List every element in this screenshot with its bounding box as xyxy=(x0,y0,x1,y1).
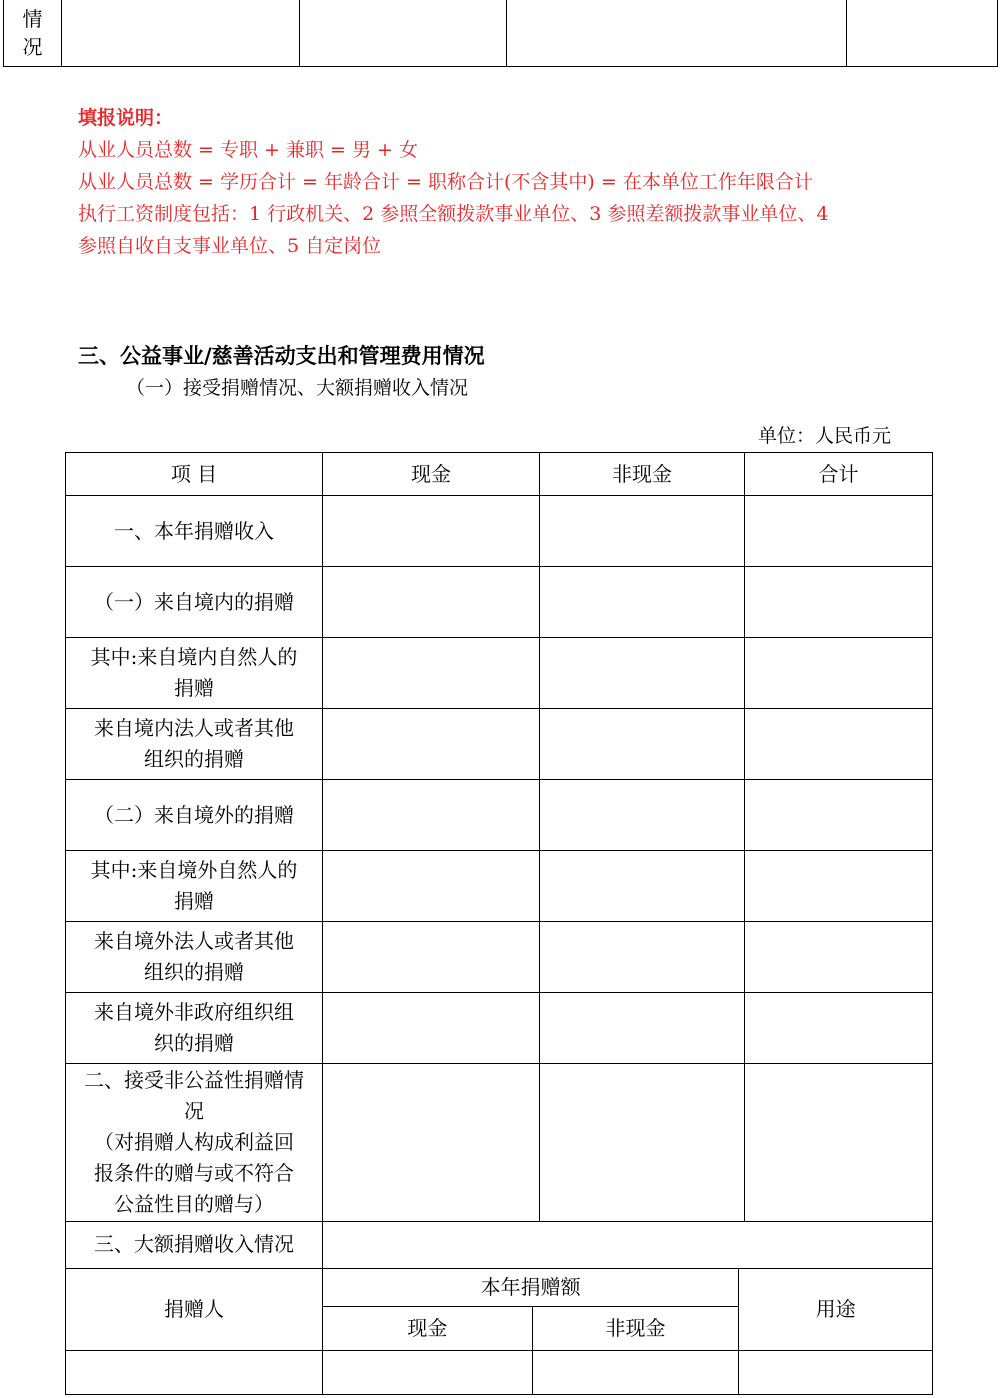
row-label-line: 其中:来自境内自然人的 xyxy=(90,645,298,669)
instructions-line-1: 从业人员总数 = 专职 + 兼职 = 男 + 女 xyxy=(78,139,418,161)
instructions-line-3: 执行工资制度包括：1 行政机关、2 参照全额拨款事业单位、3 参照差额拨款事业单位、4 xyxy=(78,203,829,225)
row-label-line: 组织的捐赠 xyxy=(144,747,244,771)
cash-cell[interactable] xyxy=(323,922,540,993)
row-label-line: 况 xyxy=(184,1099,204,1123)
amount-header: 本年捐赠额 xyxy=(323,1268,739,1306)
noncash-cell[interactable] xyxy=(540,567,745,638)
noncash-cell[interactable] xyxy=(540,638,745,709)
table-row xyxy=(66,780,933,851)
row-label-line: 二、接受非公益性捐赠情 xyxy=(84,1068,304,1092)
filling-instructions xyxy=(78,102,828,262)
large-donation-header-row xyxy=(66,1268,933,1306)
row-label xyxy=(66,993,323,1064)
row-label xyxy=(66,780,323,851)
noncash-cell[interactable] xyxy=(532,1350,739,1394)
purpose-cell[interactable] xyxy=(739,1350,933,1394)
row-label-line: 公益性目的赠与） xyxy=(114,1192,274,1216)
situation-char-1: 情 xyxy=(22,7,43,31)
row-label-line: 一、本年捐赠收入 xyxy=(114,518,274,543)
unit-label: 单位：人民币元 xyxy=(758,425,892,447)
total-cell[interactable] xyxy=(745,993,933,1064)
header-noncash: 非现金 xyxy=(540,453,745,496)
noncash-cell[interactable] xyxy=(540,496,745,567)
row-label-line: 捐赠 xyxy=(174,889,214,913)
row-label-line: 来自境外非政府组织组 xyxy=(94,1000,294,1024)
total-cell[interactable] xyxy=(745,638,933,709)
row-label xyxy=(66,1064,323,1222)
cash-cell[interactable] xyxy=(323,496,540,567)
row-label-line: 织的捐赠 xyxy=(154,1031,234,1055)
table-row xyxy=(66,638,933,709)
situation-value-cell-3[interactable] xyxy=(507,0,847,67)
situation-value-cell-1[interactable] xyxy=(62,0,300,67)
large-donation-value-cell[interactable] xyxy=(323,1222,933,1268)
table-row xyxy=(66,1350,933,1394)
purpose-header: 用途 xyxy=(739,1268,933,1350)
row-label-line: 来自境外法人或者其他 xyxy=(94,929,294,953)
table-row xyxy=(66,567,933,638)
noncash-cell[interactable] xyxy=(540,851,745,922)
noncash-subheader: 非现金 xyxy=(532,1306,739,1350)
total-cell[interactable] xyxy=(745,496,933,567)
donor-header: 捐赠人 xyxy=(66,1268,323,1350)
row-label-line: （对捐赠人构成利益回 xyxy=(94,1130,294,1154)
table-row xyxy=(66,709,933,780)
row-label xyxy=(66,851,323,922)
noncash-cell[interactable] xyxy=(540,1064,745,1222)
total-cell[interactable] xyxy=(745,567,933,638)
total-cell[interactable] xyxy=(745,1064,933,1222)
section-subtitle: （一）接受捐赠情况、大额捐赠收入情况 xyxy=(126,377,469,399)
cash-subheader: 现金 xyxy=(323,1306,533,1350)
situation-label-cell xyxy=(4,0,62,67)
noncash-cell[interactable] xyxy=(540,780,745,851)
table-row xyxy=(66,993,933,1064)
table-row xyxy=(66,496,933,567)
row-label xyxy=(66,922,323,993)
table-row xyxy=(66,851,933,922)
row-label-line: 组织的捐赠 xyxy=(144,960,244,984)
header-cash: 现金 xyxy=(323,453,540,496)
noncash-cell[interactable] xyxy=(540,922,745,993)
table-header-row xyxy=(66,453,933,496)
noncash-cell[interactable] xyxy=(540,993,745,1064)
row-label-line: 报条件的赠与或不符合 xyxy=(94,1161,294,1185)
row-label-line: （二）来自境外的捐赠 xyxy=(94,802,294,827)
header-item: 项 目 xyxy=(66,453,323,496)
row-label-line: 其中:来自境外自然人的 xyxy=(90,858,298,882)
large-donation-label: 三、大额捐赠收入情况 xyxy=(66,1222,323,1268)
row-label-line: 捐赠 xyxy=(174,676,214,700)
cash-cell[interactable] xyxy=(323,709,540,780)
row-label xyxy=(66,709,323,780)
row-label-line: 来自境内法人或者其他 xyxy=(94,716,294,740)
situation-value-cell-2[interactable] xyxy=(300,0,507,67)
total-cell[interactable] xyxy=(745,922,933,993)
large-donation-label-row xyxy=(66,1222,933,1268)
cash-cell[interactable] xyxy=(323,851,540,922)
cash-cell[interactable] xyxy=(323,1064,540,1222)
instructions-line-2: 从业人员总数 = 学历合计 = 年龄合计 = 职称合计(不含其中) = 在本单位工作年限合计 xyxy=(78,171,813,193)
row-label-line: （一）来自境内的捐赠 xyxy=(94,589,294,614)
table-row xyxy=(66,1064,933,1222)
cash-cell[interactable] xyxy=(323,638,540,709)
large-donation-table xyxy=(65,1222,933,1395)
section-title: 三、公益事业/慈善活动支出和管理费用情况 xyxy=(78,344,485,368)
top-partial-table xyxy=(3,0,998,67)
row-label xyxy=(66,567,323,638)
situation-char-2: 况 xyxy=(22,35,43,59)
header-total: 合计 xyxy=(745,453,933,496)
table-row xyxy=(66,922,933,993)
instructions-line-4: 参照自收自支事业单位、5 自定岗位 xyxy=(78,235,382,257)
total-cell[interactable] xyxy=(745,780,933,851)
cash-cell[interactable] xyxy=(323,567,540,638)
cash-cell[interactable] xyxy=(323,993,540,1064)
noncash-cell[interactable] xyxy=(540,709,745,780)
instructions-heading: 填报说明： xyxy=(78,107,174,129)
cash-cell[interactable] xyxy=(323,780,540,851)
total-cell[interactable] xyxy=(745,709,933,780)
donation-table xyxy=(65,452,933,1222)
cash-cell[interactable] xyxy=(323,1350,533,1394)
total-cell[interactable] xyxy=(745,851,933,922)
donor-cell[interactable] xyxy=(66,1350,323,1394)
row-label xyxy=(66,496,323,567)
row-label xyxy=(66,638,323,709)
situation-value-cell-4[interactable] xyxy=(847,0,998,67)
